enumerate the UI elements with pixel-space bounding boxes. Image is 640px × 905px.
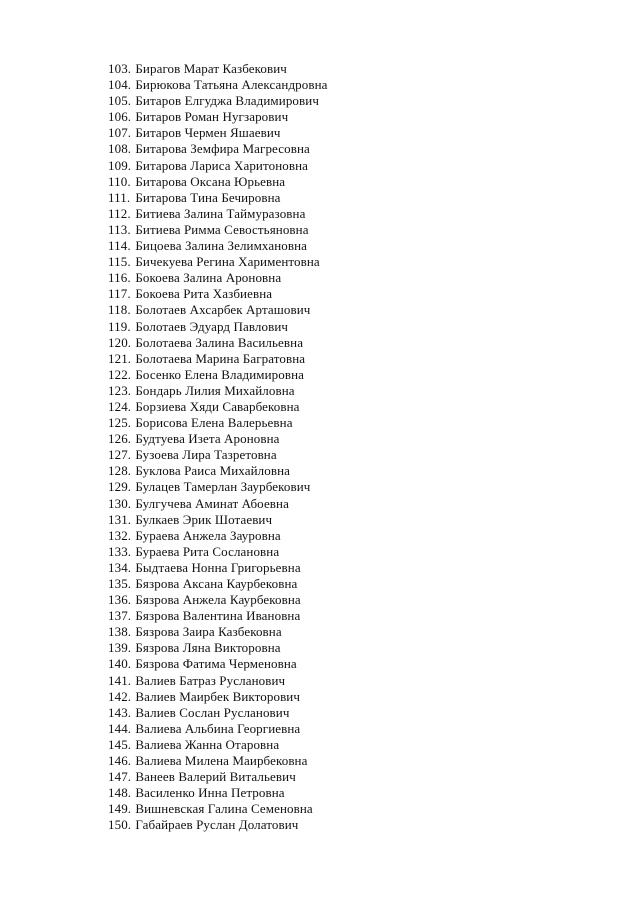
list-item	[108, 479, 328, 495]
entry-number: 109.	[108, 157, 132, 173]
entry-number: 146.	[108, 753, 132, 769]
entry-full-name: Бицоева Залина Зелимхановна	[135, 238, 308, 254]
entry-number: 112.	[108, 205, 131, 221]
entry-number: 103.	[108, 61, 132, 76]
list-item	[108, 286, 328, 302]
entry-full-name: Буклова Раиса Михайловна	[135, 463, 291, 479]
entry-full-name: Бязрова Фатима Черменовна	[135, 656, 297, 672]
entry-full-name: Будтуева Изета Ароновна	[135, 431, 280, 447]
entry-number: 148.	[108, 785, 132, 801]
entry-full-name: Бураева Рита Сослановна	[135, 543, 280, 559]
list-item	[108, 270, 328, 286]
entry-full-name: Битарова Земфира Магресовна	[135, 141, 310, 157]
entry-number: 106.	[108, 109, 132, 125]
entry-number: 140.	[108, 656, 132, 672]
entry-full-name: Булкаев Эрик Шотаевич	[135, 511, 273, 527]
entry-number: 136.	[108, 592, 132, 608]
list-item	[108, 769, 328, 785]
entry-number: 128.	[108, 463, 132, 479]
list-item	[108, 431, 328, 447]
entry-full-name: Босенко Елена Владимировна	[135, 366, 305, 382]
entry-full-name: Болотаев Эдуард Павлович	[135, 318, 289, 334]
entry-number: 150.	[108, 817, 132, 833]
list-item	[108, 801, 328, 817]
list-item	[108, 367, 328, 383]
list-item	[108, 190, 328, 206]
list-item	[108, 61, 328, 77]
list-item	[108, 335, 328, 351]
entry-full-name: Битаров Елгуджа Владимирович	[135, 93, 319, 109]
entry-number: 135.	[108, 576, 132, 591]
entry-full-name: Валиева Жанна Отаровна	[135, 736, 280, 752]
list-item	[108, 447, 328, 463]
entry-full-name: Борзиева Хяди Саварбековна	[135, 398, 300, 414]
entry-full-name: Вишневская Галина Семеновна	[135, 801, 313, 817]
entry-number: 134.	[108, 559, 132, 575]
entry-number: 138.	[108, 624, 132, 640]
list-item	[108, 125, 328, 141]
entry-full-name: Валиева Альбина Георгиевна	[135, 720, 301, 736]
entry-number: 127.	[108, 447, 132, 463]
entry-full-name: Битаров Чермен Яшаевич	[135, 125, 281, 141]
entry-full-name: Битиева Римма Севостьяновна	[135, 221, 309, 237]
list-item	[108, 608, 328, 624]
entry-number: 129.	[108, 479, 132, 495]
entry-number: 145.	[108, 736, 132, 752]
entry-full-name: Борисова Елена Валерьевна	[135, 415, 293, 431]
list-item	[108, 141, 328, 157]
list-item	[108, 689, 328, 705]
entry-number: 116.	[108, 270, 131, 286]
entry-number: 144.	[108, 720, 132, 736]
entry-full-name: Болотаев Ахсарбек Арташович	[135, 302, 311, 318]
entry-number: 110.	[108, 173, 131, 189]
entry-full-name: Булгучева Аминат Абоевна	[135, 495, 289, 511]
entry-full-name: Булацев Тамерлан Заурбекович	[135, 479, 311, 495]
entry-full-name: Бузоева Лира Тазретовна	[135, 447, 277, 463]
list-item	[108, 528, 328, 544]
list-item	[108, 238, 328, 254]
entry-number: 142.	[108, 688, 132, 704]
entry-full-name: Валиева Милена Маирбековна	[135, 753, 308, 769]
entry-full-name: Бязрова Аксана Каурбековна	[135, 576, 298, 591]
list-item	[108, 383, 328, 399]
list-item	[108, 576, 328, 592]
name-list	[108, 61, 328, 834]
entry-full-name: Валиев Сослан Русланович	[135, 704, 290, 720]
entry-number: 143.	[108, 704, 132, 720]
list-item	[108, 109, 328, 125]
entry-number: 120.	[108, 334, 132, 350]
list-item	[108, 705, 328, 721]
list-item	[108, 512, 328, 528]
entry-full-name: Бокоева Залина Ароновна	[135, 270, 282, 286]
entry-full-name: Бязрова Валентина Ивановна	[135, 608, 301, 624]
entry-full-name: Габайраев Руслан Долатович	[135, 817, 299, 833]
list-item	[108, 560, 328, 576]
entry-number: 104.	[108, 77, 132, 93]
list-item	[108, 319, 328, 335]
list-item	[108, 254, 328, 270]
list-item	[108, 415, 328, 431]
entry-number: 133.	[108, 543, 132, 559]
entry-full-name: Бязрова Ляна Викторовна	[135, 640, 281, 656]
entry-full-name: Битарова Оксана Юрьевна	[135, 173, 286, 189]
entry-full-name: Бирагов Марат Казбекович	[135, 61, 287, 76]
list-item	[108, 640, 328, 656]
entry-full-name: Бязрова Анжела Каурбековна	[135, 592, 301, 608]
entry-full-name: Ванеев Валерий Витальевич	[135, 769, 296, 785]
list-item	[108, 544, 328, 560]
entry-full-name: Бондарь Лилия Михайловна	[135, 382, 295, 398]
entry-full-name: Битарова Тина Бечировна	[135, 189, 281, 205]
entry-number: 121.	[108, 350, 132, 366]
list-item	[108, 817, 328, 833]
entry-full-name: Бирюкова Татьяна Александровна	[135, 77, 328, 93]
entry-number: 139.	[108, 640, 132, 656]
list-item	[108, 496, 328, 512]
entry-number: 137.	[108, 608, 132, 624]
list-item	[108, 222, 328, 238]
entry-number: 117.	[108, 286, 131, 302]
entry-number: 130.	[108, 495, 132, 511]
entry-number: 119.	[108, 318, 131, 334]
entry-number: 149.	[108, 801, 132, 817]
list-item	[108, 174, 328, 190]
entry-full-name: Битиева Залина Таймуразовна	[135, 205, 306, 221]
list-item	[108, 93, 328, 109]
list-item	[108, 656, 328, 672]
entry-number: 131.	[108, 511, 132, 527]
entry-number: 118.	[108, 302, 131, 318]
entry-number: 141.	[108, 672, 132, 688]
entry-full-name: Битарова Лариса Харитоновна	[135, 157, 309, 173]
list-item	[108, 753, 328, 769]
entry-number: 113.	[108, 221, 131, 237]
list-item	[108, 785, 328, 801]
entry-full-name: Бураева Анжела Зауровна	[135, 527, 281, 543]
list-item	[108, 463, 328, 479]
list-item	[108, 399, 328, 415]
entry-number: 126.	[108, 431, 132, 447]
entry-number: 115.	[108, 254, 131, 270]
entry-number: 114.	[108, 238, 131, 254]
list-item	[108, 737, 328, 753]
entry-full-name: Бокоева Рита Хазбиевна	[135, 286, 273, 302]
entry-number: 105.	[108, 93, 132, 109]
entry-number: 108.	[108, 141, 132, 157]
entry-number: 132.	[108, 527, 132, 543]
entry-full-name: Валиев Маирбек Викторович	[135, 688, 300, 704]
entry-number: 125.	[108, 415, 132, 431]
list-item	[108, 77, 328, 93]
entry-number: 123.	[108, 382, 132, 398]
list-item	[108, 592, 328, 608]
entry-full-name: Бязрова Заира Казбековна	[135, 624, 282, 640]
entry-full-name: Битаров Роман Нугзарович	[135, 109, 289, 125]
entry-number: 147.	[108, 769, 132, 785]
entry-number: 122.	[108, 366, 132, 382]
list-item	[108, 624, 328, 640]
list-item	[108, 302, 328, 318]
entry-number: 124.	[108, 398, 132, 414]
list-item	[108, 721, 328, 737]
entry-number: 111.	[108, 189, 131, 205]
list-item	[108, 351, 328, 367]
entry-full-name: Болотаева Марина Багратовна	[135, 350, 306, 366]
entry-full-name: Болотаева Залина Васильевна	[135, 334, 304, 350]
list-item	[108, 158, 328, 174]
entry-full-name: Валиев Батраз Русланович	[135, 672, 286, 688]
entry-full-name: Бичекуева Регина Хариментовна	[135, 254, 320, 270]
entry-number: 107.	[108, 125, 132, 141]
list-item	[108, 206, 328, 222]
list-item	[108, 673, 328, 689]
entry-full-name: Быдтаева Нонна Григорьевна	[135, 559, 301, 575]
entry-full-name: Василенко Инна Петровна	[135, 785, 285, 801]
